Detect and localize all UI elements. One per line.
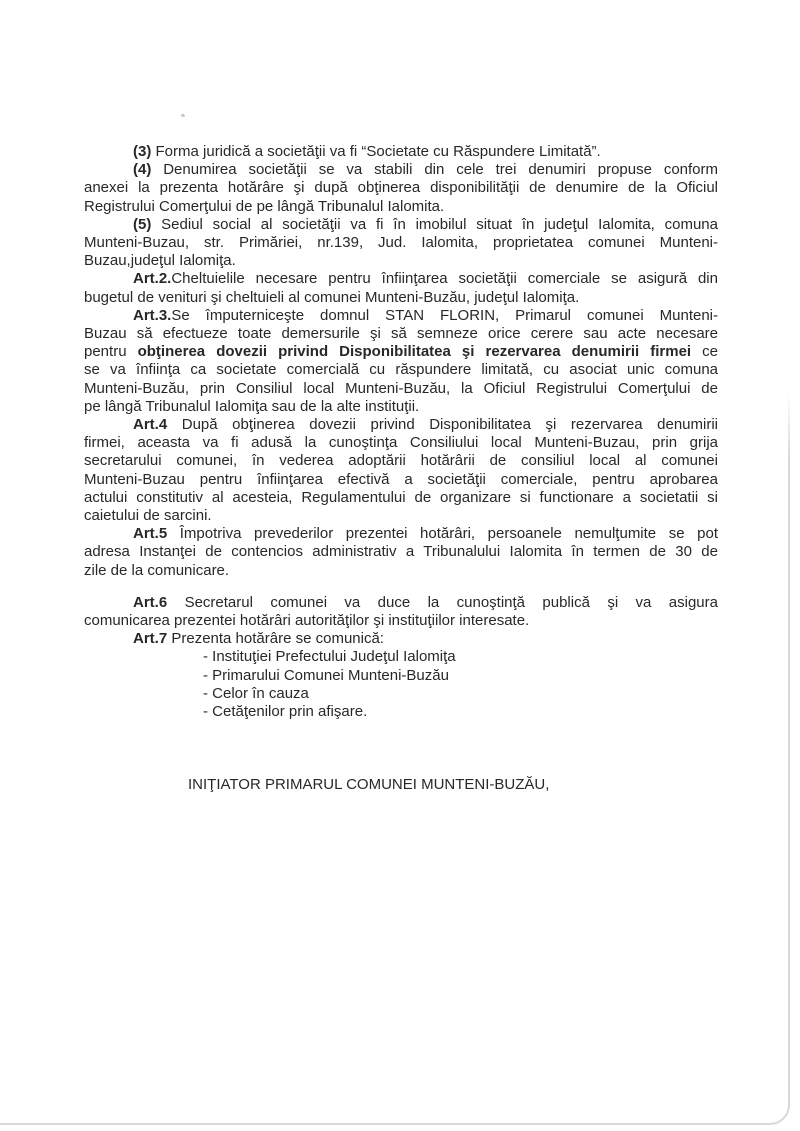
doc-text-line bbox=[84, 398, 718, 416]
doc-text-line bbox=[84, 562, 718, 580]
text-run: - Primarului Comunei Munteni-Buzău bbox=[203, 666, 449, 684]
text-run: Munteni-Buzau, str. Primăriei, nr.139, Jud. Ialomita, proprietatea comunei Munteni- bbox=[84, 234, 718, 252]
footer-line bbox=[84, 776, 718, 794]
bold-text-run: Art.7 bbox=[133, 630, 168, 648]
text-run: Buzau să efectueze toate demersurile şi să semneze orice cerere sau acte necesare bbox=[84, 325, 718, 343]
doc-text-line bbox=[84, 471, 718, 489]
doc-text-line bbox=[84, 161, 718, 179]
text-run: INIŢIATOR PRIMARUL COMUNEI MUNTENI-BUZĂU, bbox=[188, 776, 550, 794]
text-run: comunicarea prezentei hotărâri autorităţilor şi instituţiilor interesate. bbox=[84, 612, 530, 630]
scan-speck-artifact bbox=[181, 113, 186, 117]
text-run: Secretarul comunei va duce la cunoştinţă publică şi va asigura bbox=[167, 593, 718, 611]
bold-text-run: Art.6 bbox=[133, 593, 168, 611]
doc-text-line bbox=[84, 179, 718, 197]
doc-text-line bbox=[84, 216, 718, 234]
doc-text-line bbox=[84, 380, 718, 398]
text-run: - Celor în cauza bbox=[203, 684, 309, 702]
doc-text-line bbox=[84, 289, 718, 307]
doc-text-line bbox=[84, 507, 718, 525]
text-run: Forma juridică a societăţii va fi “Societate cu Răspundere Limitată”. bbox=[151, 143, 601, 160]
blank-gap bbox=[84, 580, 718, 594]
doc-text-line bbox=[84, 434, 718, 452]
text-run: firmei, aceasta va fi adusă la cunoştinţa Consiliului local Munteni-Buzau, prin grija bbox=[84, 434, 718, 452]
doc-text-line bbox=[84, 234, 718, 252]
blank-gap bbox=[84, 721, 718, 776]
text-run: Cheltuielile necesare pentru înfiinţarea societăţii comerciale se asigură din bbox=[171, 270, 718, 288]
bold-text-run: (3) bbox=[133, 143, 152, 160]
list-item-line bbox=[84, 648, 718, 666]
doc-text-line bbox=[84, 525, 718, 543]
doc-text-line bbox=[84, 252, 718, 270]
text-run: zile de la comunicare. bbox=[84, 561, 230, 579]
text-run: Munteni-Buzau pentru înfiinţarea efectivă a societăţii comerciale, pentru aprobarea bbox=[84, 470, 718, 488]
doc-text-line bbox=[84, 452, 718, 470]
bold-text-run: Art.2. bbox=[133, 270, 172, 288]
doc-text-line bbox=[84, 343, 718, 361]
text-run: bugetul de venituri şi cheltuieli al comunei Munteni-Buzău, judeţul Ialomiţa. bbox=[84, 288, 580, 306]
bold-text-run: Art.5 bbox=[133, 525, 168, 543]
text-run: pentru bbox=[84, 343, 138, 361]
document-text-body bbox=[84, 143, 718, 795]
doc-text-line bbox=[84, 325, 718, 343]
text-run: caietului de sarcini. bbox=[84, 507, 212, 525]
text-run: secretarului comunei, în vederea adoptării hotărârii de consiliul local al comunei bbox=[84, 452, 718, 470]
list-item-line bbox=[84, 685, 718, 703]
text-run: actului constitutiv al acesteia, Regulamentului de organizare si functionare a societatii si bbox=[84, 488, 718, 506]
paper-edge-fade bbox=[782, 358, 792, 458]
doc-text-line bbox=[84, 143, 718, 161]
text-run: Buzau,judeţul Ialomiţa. bbox=[84, 252, 236, 270]
text-run: adresa Instanţei de contencios administrativ a Tribunalului Ialomita în termen de 30 de bbox=[84, 543, 718, 561]
bold-text-run: (5) bbox=[133, 215, 152, 233]
bold-text-run: Art.3. bbox=[133, 306, 172, 324]
doc-text-line bbox=[84, 489, 718, 507]
doc-text-line bbox=[84, 594, 718, 612]
text-run: se va înfiinţa ca societate comercială cu răspundere limitată, cu asociat unic comuna bbox=[84, 361, 718, 379]
doc-text-line bbox=[84, 416, 718, 434]
list-item-line bbox=[84, 703, 718, 721]
text-run: Se împuterniceşte domnul STAN FLORIN, Primarul comunei Munteni- bbox=[171, 306, 718, 324]
list-item-line bbox=[84, 667, 718, 685]
text-run: După obţinerea dovezii privind Disponibilitatea şi rezervarea denumirii bbox=[167, 416, 718, 434]
text-run: Împotriva prevederilor prezentei hotărâri, persoanele nemulţumite se pot bbox=[167, 525, 718, 543]
doc-text-line bbox=[84, 612, 718, 630]
text-run: Denumirea societăţii se va stabili din cele trei denumiri propuse conform bbox=[151, 161, 718, 179]
bold-text-run: Art.4 bbox=[133, 416, 168, 434]
doc-text-line bbox=[84, 270, 718, 288]
bold-text-run: (4) bbox=[133, 161, 152, 179]
text-run: Prezenta hotărâre se comunică: bbox=[167, 630, 384, 648]
text-run: Sediul social al societăţii va fi în imobilul situat în judeţul Ialomita, comuna bbox=[151, 215, 718, 233]
doc-text-line bbox=[84, 307, 718, 325]
text-run: Registrului Comerţului de pe lângă Tribunalul Ialomita. bbox=[84, 197, 445, 215]
text-run: - Instituţiei Prefectului Judeţul Ialomiţa bbox=[203, 648, 456, 666]
bold-text-run: obţinerea dovezii privind Disponibilitatea şi rezervarea denumirii firmei bbox=[137, 343, 692, 361]
text-run: pe lângă Tribunalul Ialomiţa sau de la alte instituţii. bbox=[84, 397, 420, 415]
text-run: Munteni-Buzău, prin Consiliul local Munteni-Buzău, la Oficiul Registrului Comerţului de bbox=[84, 379, 718, 397]
text-run: - Cetăţenilor prin afişare. bbox=[203, 703, 368, 721]
text-run: anexei la prezenta hotărâre şi după obţinerea disponibilităţii de denumire de la Oficiul bbox=[84, 179, 718, 197]
doc-text-line bbox=[84, 630, 718, 648]
text-run: ce bbox=[691, 343, 718, 361]
doc-text-line bbox=[84, 361, 718, 379]
doc-text-line bbox=[84, 543, 718, 561]
doc-text-line bbox=[84, 198, 718, 216]
